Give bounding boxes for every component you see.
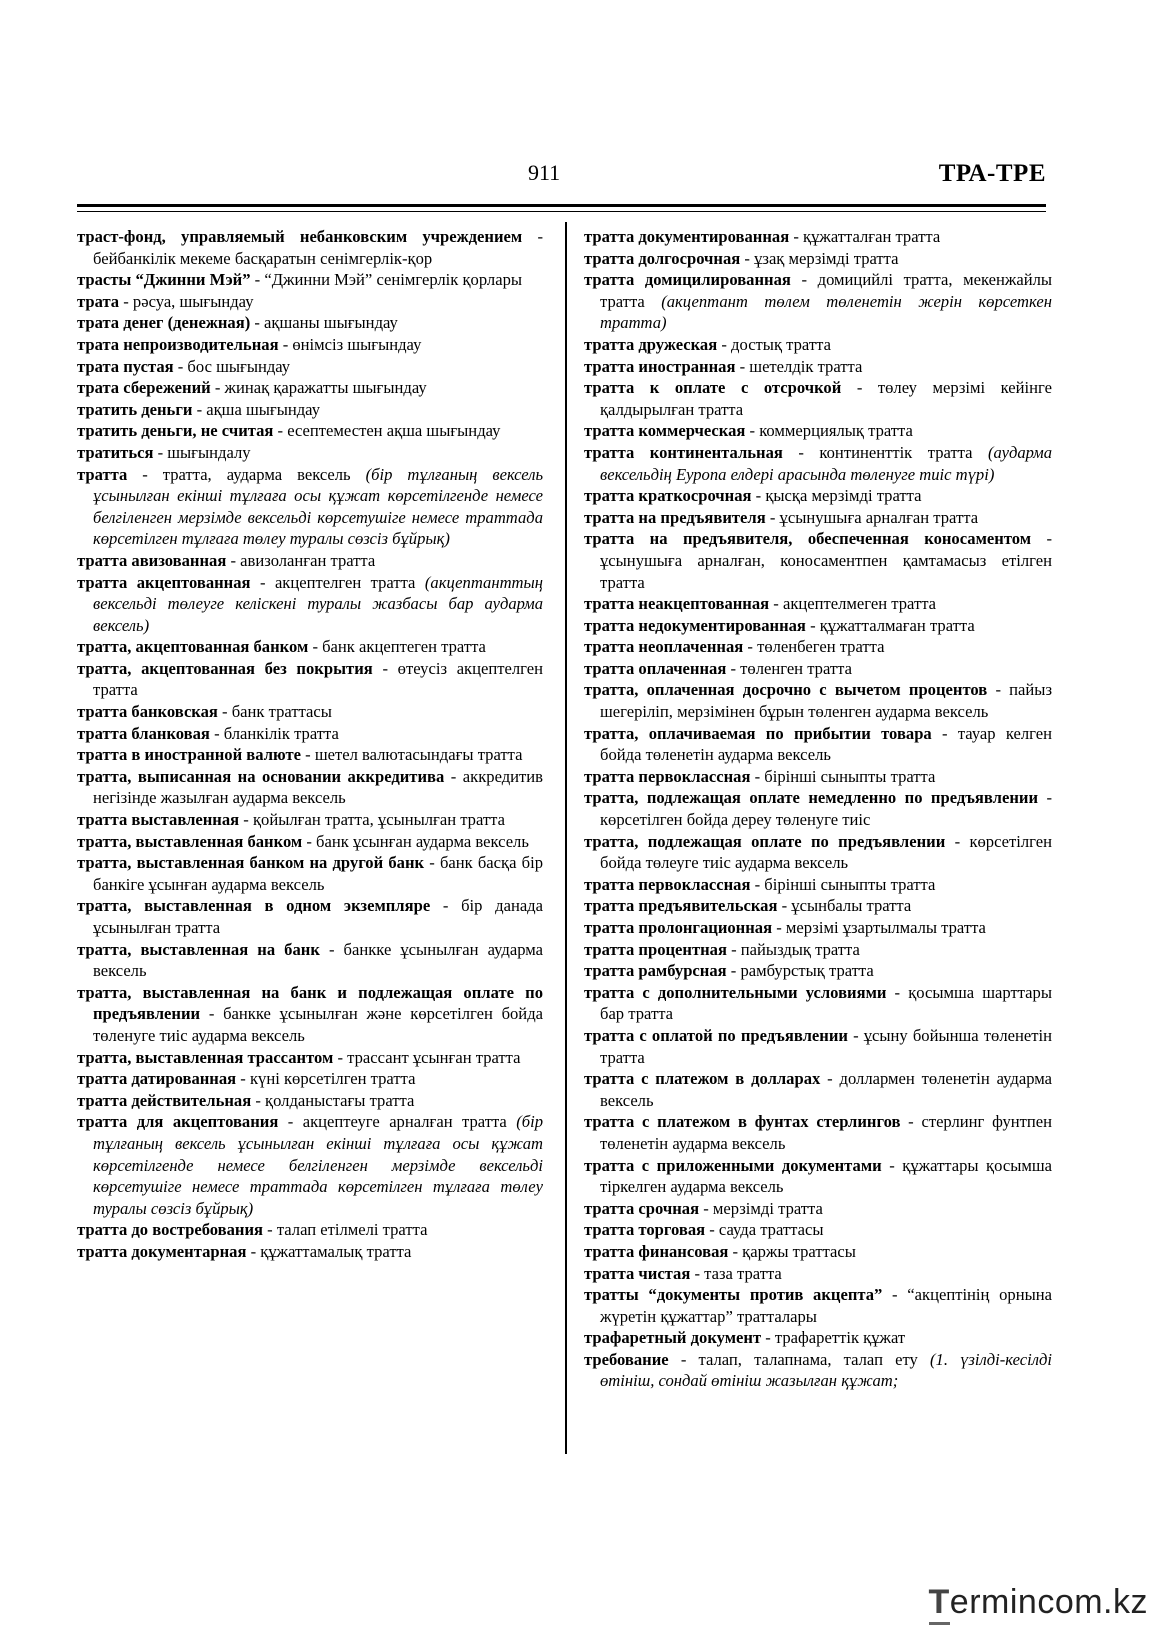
dictionary-entry [584, 636, 1052, 658]
entry-term: тратта для акцептования [77, 1112, 279, 1132]
entry-term: тратта с приложенными документами [584, 1155, 882, 1175]
entry-definition: - шетелдік тратта [735, 356, 863, 376]
dictionary-entry [77, 852, 543, 895]
entry-definition: - мерзімді тратта [699, 1198, 823, 1218]
entry-definition: - тауар келген бойда төленетін аударма вексель [600, 723, 1052, 765]
entry-term: трата непроизводительная [77, 334, 279, 354]
entry-term: тратта на предъявителя [584, 507, 766, 527]
entry-term: тратта, подлежащая оплате немедленно по предъявлении [584, 788, 1039, 808]
dictionary-entry [584, 917, 1052, 939]
entry-definition: - коммерциялық тратта [745, 421, 913, 441]
entry-definition: - төлеу мерзімі кейінге қалдырылған тратта [600, 378, 1052, 419]
entry-term: тратта срочная [584, 1198, 700, 1218]
dictionary-entry [584, 528, 1052, 593]
entry-term: тратта авизованная [77, 550, 227, 570]
entry-term: тратта с платежом в фунтах стерлингов [584, 1112, 901, 1132]
dictionary-entry [584, 723, 1052, 766]
dictionary-entry [584, 1111, 1052, 1154]
entry-definition: - сауда траттасы [705, 1220, 824, 1240]
dictionary-entry [584, 1284, 1052, 1327]
entry-term: тратта к оплате с отсрочкой [584, 378, 842, 398]
dictionary-entry [77, 982, 543, 1047]
entry-definition: - өнімсіз шығындау [278, 334, 422, 354]
entry-term: тратта процентная [584, 939, 727, 959]
entry-definition: - банк ұсынған аударма вексель [302, 831, 529, 851]
entry-term: тратта до востребования [77, 1220, 264, 1240]
running-head: ТРА-ТРЕ [938, 160, 1046, 187]
entry-definition: - өтеусіз акцептелген тратта [93, 658, 543, 700]
dictionary-entry [584, 1241, 1052, 1263]
entry-definition: - акцептелген тратта [250, 572, 425, 592]
entry-definition: - “Джинни Мэй” сенімгерлік қорлары [250, 270, 523, 290]
dictionary-entry [584, 658, 1052, 680]
entry-term: тратта краткосрочная [584, 486, 752, 506]
entry-term: тратта неакцептованная [584, 594, 770, 614]
watermark-logo-t: T [929, 1583, 950, 1625]
entry-term: тратта датированная [77, 1069, 237, 1089]
entry-definition: - доллармен төленетін аударма вексель [600, 1069, 1052, 1110]
entry-definition: - стерлинг фунтпен төленетін аударма вексель [600, 1112, 1052, 1153]
entry-definition: - трафареттік құжат [761, 1328, 906, 1348]
dictionary-entry [77, 658, 543, 701]
entry-term: трата денег (денежная) [77, 313, 251, 333]
entry-term: тратта первоклассная [584, 874, 751, 894]
entry-term: тратта домицилированная [584, 270, 791, 290]
entry-term: тратта, выставленная на банк [77, 939, 320, 959]
dictionary-entry [584, 269, 1052, 334]
entry-definition: - құжатталған тратта [789, 227, 941, 246]
entry-definition: - ұсынушыға арналған тратта [765, 507, 979, 527]
entry-definition: - талап, талапнама, талап ету [668, 1349, 930, 1369]
entry-definition: - ұзақ мерзімді тратта [740, 248, 899, 268]
entry-definition: - авизоланған тратта [226, 550, 376, 570]
entry-definition: - бір данада ұсынылған тратта [93, 896, 543, 937]
entry-definition: - бірінші сыныпты тратта [750, 766, 936, 786]
dictionary-entry [77, 226, 543, 269]
entry-term: тратта пролонгационная [584, 918, 773, 937]
dictionary-entry [77, 636, 543, 658]
entry-definition: - рамбурстық тратта [726, 961, 874, 981]
dictionary-entry [584, 874, 1052, 896]
dictionary-entry [77, 1047, 543, 1069]
entry-definition: - құжатталмаған тратта [805, 615, 975, 635]
watermark-logo [929, 1583, 1148, 1625]
entry-definition: - ақша шығындау [192, 399, 321, 419]
dictionary-entry [77, 312, 543, 334]
entry-term: тратта дружеская [584, 334, 718, 354]
entry-term: тратта, выписанная на основании аккредитива [77, 766, 445, 786]
entry-definition: - көрсетілген бойда төлеуге тиіс аударма вексель [600, 831, 1053, 873]
entry-definition: - “акцептінің орнына жүретін құжаттар” тратталары [600, 1285, 1052, 1326]
entry-definition: - талап етілмелі тратта [263, 1220, 428, 1240]
entry-definition: - бірінші сыныпты тратта [750, 874, 936, 894]
entry-term: тратта, акцептованная банком [77, 637, 309, 657]
dictionary-entry [77, 334, 543, 356]
entry-term: тратта, выставленная банком [77, 831, 303, 851]
entry-term: тратта неоплаченная [584, 637, 744, 657]
entry-term: тратта документарная [77, 1241, 247, 1261]
entry-term: тратта чистая [584, 1263, 691, 1283]
dictionary-entry [77, 809, 543, 831]
entry-definition: - төленген тратта [726, 658, 852, 678]
entry-term: тратта, выставленная банком на другой банк [77, 853, 425, 873]
entry-definition: - қойылған тратта, ұсынылған тратта [239, 810, 505, 830]
dictionary-entry [77, 766, 543, 809]
entry-definition: - банк басқа бір банкіге ұсынған аударма вексель [93, 853, 543, 894]
dictionary-entry [584, 766, 1052, 788]
dictionary-entry [584, 1068, 1052, 1111]
entry-term: тратта предъявительская [584, 896, 778, 916]
dictionary-entry [584, 787, 1052, 830]
dictionary-entry [77, 1219, 543, 1241]
column-divider [565, 222, 567, 1454]
entry-definition: - мерзімі ұзартылмалы тратта [772, 918, 986, 937]
dictionary-entry [584, 1263, 1052, 1285]
dictionary-entry [584, 939, 1052, 961]
dictionary-entry [77, 723, 543, 745]
entry-definition: - акцептеуге арналған тратта [278, 1112, 517, 1132]
entry-term: трата пустая [77, 356, 174, 376]
entry-term: тратта континентальная [584, 442, 783, 462]
right-column [584, 226, 1052, 1392]
dictionary-entry [77, 572, 543, 637]
entry-term: тратта рамбурсная [584, 961, 727, 981]
entry-definition: - қосымша шарттары бар тратта [600, 982, 1052, 1024]
entry-term: тратта [77, 464, 128, 484]
entry-term: тратта выставленная [77, 810, 240, 830]
entry-term: тратта, подлежащая оплате по предъявлении [584, 831, 946, 851]
entry-definition: - бланкілік тратта [209, 723, 339, 743]
entry-term: тратта финансовая [584, 1241, 729, 1261]
entry-definition: - пайыздық тратта [726, 939, 860, 959]
entry-definition: - жинақ қаражатты шығындау [210, 378, 427, 398]
entry-term: тратта документированная [584, 227, 790, 246]
dictionary-entry [77, 1090, 543, 1112]
dictionary-entry [584, 442, 1052, 485]
entry-term: трафаретный документ [584, 1328, 762, 1348]
entry-term: тратта долгосрочная [584, 248, 741, 268]
dictionary-entry [77, 939, 543, 982]
entry-term: тратта акцептованная [77, 572, 251, 592]
left-column [77, 226, 543, 1263]
entry-term: требование [584, 1349, 669, 1369]
entry-term: тратта, выставленная в одном экземпляре [77, 896, 431, 916]
entry-definition: - ұсынушыға арналған, коносаментпен қамтамасыз етілген тратта [600, 529, 1052, 592]
entry-term: тратта иностранная [584, 356, 736, 376]
entry-term: тратта с оплатой по предъявлении [584, 1025, 848, 1045]
entry-definition: - рәсуа, шығындау [119, 291, 254, 311]
entry-term: тратта бланковая [77, 723, 210, 743]
entry-note: (бір тұлғаның вексель ұсынылған екінші тұлғаға осы құжат көрсетілгенде немесе белгіленген мерзімде вексельді көрсетушіге немесе траттада көрсетілген тұлғаға төлеу туралы сөзсіз бұйрық) [93, 464, 543, 549]
dictionary-entry [584, 377, 1052, 420]
dictionary-entry [77, 831, 543, 853]
dictionary-entry [584, 1349, 1052, 1392]
entry-term: тратты “документы против акцепта” [584, 1285, 883, 1305]
watermark-logo-text: ermincom.kz [949, 1583, 1148, 1621]
dictionary-entry [584, 831, 1052, 874]
dictionary-entry [584, 1327, 1052, 1349]
entry-definition: - бейбанкілік мекеме басқаратын сенімгерлік-қор [93, 227, 543, 268]
entry-term: тратта недокументированная [584, 615, 806, 635]
dictionary-entry [77, 744, 543, 766]
entry-definition: - ақшаны шығындау [250, 313, 398, 333]
entry-definition: - шығындалу [153, 442, 251, 462]
entry-term: трата сбережений [77, 378, 211, 398]
dictionary-entry [77, 550, 543, 572]
entry-definition: - күні көрсетілген тратта [236, 1069, 416, 1089]
entry-note: (акцептант төлем төленетін жерін көрсеткен тратта) [600, 291, 1052, 333]
entry-definition: - банк траттасы [217, 702, 332, 722]
entry-definition: - төленбеген тратта [743, 637, 885, 657]
dictionary-entry [584, 615, 1052, 637]
dictionary-entry [77, 399, 543, 421]
entry-definition: - ұсыну бойынша төленетін тратта [600, 1025, 1052, 1067]
header-rule-thick [77, 204, 1046, 207]
dictionary-entry [77, 701, 543, 723]
entry-term: тратта на предъявителя, обеспеченная коносаментом [584, 529, 1032, 549]
entry-term: тратта торговая [584, 1220, 706, 1240]
entry-term: тратиться [77, 442, 154, 462]
entry-definition: - континенттік тратта [782, 442, 989, 462]
entry-term: тратта коммерческая [584, 421, 746, 441]
entry-definition: - трассант ұсынған тратта [333, 1047, 521, 1067]
dictionary-entry [584, 507, 1052, 529]
dictionary-entry [77, 442, 543, 464]
entry-definition: - домицийлі тратта, мекенжайлы тратта [600, 270, 1052, 311]
dictionary-entry [77, 895, 543, 938]
dictionary-entry [584, 420, 1052, 442]
dictionary-entry [584, 593, 1052, 615]
dictionary-entry [584, 248, 1052, 270]
entry-term: тратта, выставленная на банк и подлежащая оплате по предъявлении [77, 982, 543, 1024]
entry-definition: - құжаттамалық тратта [246, 1241, 412, 1261]
entry-term: тратить деньги, не считая [77, 421, 274, 441]
dictionary-entry [584, 895, 1052, 917]
dictionary-entry [77, 1111, 543, 1219]
entry-note: (акцептанттың вексельді төлеуге келіскені туралы жазбасы бар аударма вексель) [93, 572, 543, 635]
entry-term: трасты “Джинни Мэй” [77, 270, 251, 290]
entry-note: (аударма вексельдің Еуропа елдері арасында төленуге тиіс түрі) [600, 442, 1052, 484]
entry-definition: - құжаттары қосымша тіркелген аударма вексель [600, 1155, 1052, 1197]
entry-definition: - таза тратта [690, 1263, 782, 1283]
entry-definition: - тратта, аударма вексель [127, 464, 366, 484]
entry-definition: - есептеместен ақша шығындау [273, 421, 501, 441]
dictionary-entry [77, 377, 543, 399]
entry-term: тратта, выставленная трассантом [77, 1047, 334, 1067]
header-rule-thin [77, 211, 1046, 212]
dictionary-entry [77, 291, 543, 313]
dictionary-entry [77, 420, 543, 442]
dictionary-entry [584, 982, 1052, 1025]
entry-term: тратта действительная [77, 1090, 252, 1110]
dictionary-entry [77, 1068, 543, 1090]
entry-term: тратта с платежом в долларах [584, 1069, 821, 1089]
entry-definition: - қысқа мерзімді тратта [751, 486, 922, 506]
entry-term: тратта, акцептованная без покрытия [77, 658, 373, 678]
entry-term: трата [77, 291, 120, 311]
entry-definition: - пайыз шегеріліп, мерзімінен бұрын төленген аударма вексель [600, 680, 1052, 722]
entry-definition: - көрсетілген бойда дереу төленуге тиіс [600, 788, 1052, 830]
entry-definition: - банк акцептеген тратта [308, 637, 486, 657]
entry-term: тратта, оплачиваемая по прибытии товара [584, 723, 932, 743]
dictionary-entry [584, 226, 1052, 248]
dictionary-entry [77, 1241, 543, 1263]
page-number: 911 [528, 160, 561, 185]
dictionary-entry [77, 356, 543, 378]
dictionary-entry [584, 1198, 1052, 1220]
entry-definition: - достық тратта [717, 334, 831, 354]
entry-definition: - банкке ұсынылған аударма вексель [93, 939, 543, 981]
entry-definition: - ұсынбалы тратта [777, 896, 912, 916]
entry-term: тратта, оплаченная досрочно с вычетом процентов [584, 680, 988, 700]
dictionary-entry [584, 1025, 1052, 1068]
entry-note: (1. үзілді-кесілді өтініш, сондай өтініш жазылған құжат; [600, 1349, 1052, 1391]
dictionary-entry [584, 960, 1052, 982]
entry-note: (бір тұлғаның вексель ұсынылған екінші тұлғаға осы құжат көрсетілгенде немесе белгіленген мерзімде вексельді көрсетушіге немесе траттада көрсетілген тұлғаға төлеу туралы сөзсіз бұйрық) [93, 1112, 544, 1218]
entry-term: тратить деньги [77, 399, 193, 419]
entry-term: тратта первоклассная [584, 766, 751, 786]
dictionary-entry [77, 269, 543, 291]
entry-term: тратта в иностранной валюте [77, 745, 301, 765]
entry-term: тратта с дополнительными условиями [584, 982, 887, 1002]
dictionary-entry [584, 1219, 1052, 1241]
dictionary-entry [584, 485, 1052, 507]
entry-definition: - аккредитив негізінде жазылған аударма вексель [93, 766, 544, 808]
entry-term: тратта оплаченная [584, 658, 727, 678]
entry-definition: - бос шығындау [173, 356, 291, 376]
entry-definition: - қаржы траттасы [728, 1241, 856, 1261]
entry-term: траст-фонд, управляемый небанковским учреждением [77, 227, 523, 246]
entry-term: тратта банковская [77, 702, 218, 722]
dictionary-entry [584, 1155, 1052, 1198]
entry-definition: - қолданыстағы тратта [251, 1090, 415, 1110]
entry-definition: - банкке ұсынылған және көрсетілген бойда төленуге тиіс аударма вексель [93, 1004, 543, 1045]
dictionary-entry [584, 334, 1052, 356]
dictionary-entry [584, 679, 1052, 722]
dictionary-entry [77, 464, 543, 550]
entry-definition: - акцептелмеген тратта [769, 594, 937, 614]
entry-definition: - шетел валютасындағы тратта [301, 745, 523, 765]
dictionary-entry [584, 356, 1052, 378]
